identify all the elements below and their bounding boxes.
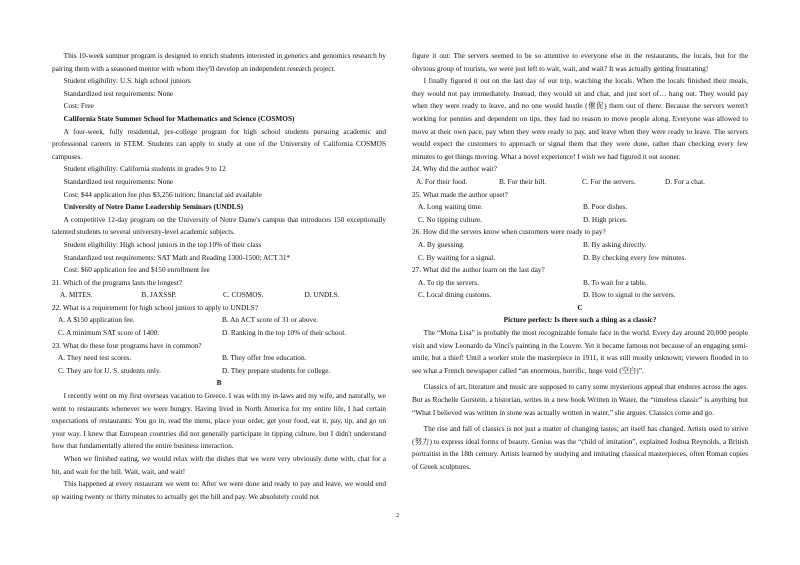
q23-option-c: C. They are for U. S. students only. xyxy=(58,365,161,375)
q27-option-c: C. Local dining customs. xyxy=(418,290,492,300)
section-c-heading: C xyxy=(577,302,583,312)
passage-b-paragraph-3: This happened at every restaurant we went to: After we were done and ready to pay and leave, we would end up waiting twenty or thirty minutes to actually get the bill and pay. We absolutely could not xyxy=(52,479,386,501)
p1-cost: Cost: Free xyxy=(63,101,94,111)
q27-option-d: D. How to signal to the servers. xyxy=(583,290,676,300)
question-22: 22. What is a requirement for high school juniors to apply to UNDLS? xyxy=(52,302,258,312)
question-21: 21. Which of the programs lasts the longest? xyxy=(52,277,182,287)
undls-title: University of Notre Dame Leadership Seminars (UNDLS) xyxy=(63,202,244,212)
passage-c-paragraph-3: The rise and fall of classics is not just a matter of changing tastes; art itself has changed. Artists used to strive (努力) to express ideal forms of beauty. Genius was the “child of imitation”, explained Joshua Reynolds, a British portraitist in the 18th century. Artists learned by studying and imitating classical masterpieces, often Roman copies of Greek sculptures. xyxy=(412,424,748,471)
p1-tests: Standardized test requirements: None xyxy=(63,88,174,98)
program-intro: This 10-week summer program is designed to enrich students interested in genetics and genomics research by pairing them with a seasoned mentor with whom they'll develop an independent research project. xyxy=(52,51,386,73)
question-21-options xyxy=(52,289,386,302)
undls-eligibility: Student eligibility: High school juniors in the top 10% of their class xyxy=(63,239,262,249)
q22-option-b: B. An ACT score of 31 or above. xyxy=(222,315,319,325)
q22-option-d: D. Ranking in the top 10% of their school. xyxy=(222,328,347,338)
question-24: 24. Why did the author wait? xyxy=(412,164,497,174)
q26-option-a: A. By guessing. xyxy=(418,239,465,249)
q24-option-d: D. For a chat. xyxy=(665,176,705,186)
passage-b-paragraph-2: When we finished eating, we would relax with the dishes that we were very obviously done with, chat for a bit, and wait for the bill. Wait, wait, and wait! xyxy=(52,454,386,476)
question-22-options xyxy=(52,314,386,339)
q26-option-b: B. By asking directly. xyxy=(583,239,647,249)
q21-option-c: C. COSMOS. xyxy=(223,290,264,300)
q22-option-c: C. A minimum SAT score of 1400. xyxy=(58,328,160,338)
passage-b-paragraph-1: I recently went on my first overseas vacation to Greece. I was with my in-laws and my wife, and naturally, we went to restaurants whenever we were hungry. Having lived in North America for my entire life, I had certain expectations of restaurants: You go in, read the menu, place your order, get your food, eat it, pay, tip, and go on your way. I knew that European countries did not generally participate in tipping culture, but I didn't understand how that fundamentally altered the entire business interaction. xyxy=(52,391,386,451)
question-25-options xyxy=(412,201,748,226)
p1-eligibility: Student eligibility: U.S. high school juniors xyxy=(63,76,191,86)
q21-option-b: B. JAXSSP. xyxy=(141,290,177,300)
q25-option-a: A. Long waiting time. xyxy=(418,202,483,212)
question-24-options xyxy=(412,176,748,189)
cosmos-eligibility: Student eligibility: California students in grades 9 to 12 xyxy=(63,164,226,174)
left-column xyxy=(52,50,386,503)
q27-option-b: B. To wait for a table. xyxy=(583,277,647,287)
cosmos-cost: Cost: $44 application fee plus $3,256 tuition; financial aid available xyxy=(63,189,262,199)
q21-option-d: D. UNDLS. xyxy=(304,290,340,300)
right-column xyxy=(412,50,748,474)
question-27-options xyxy=(412,277,748,302)
passage-b-paragraph-4: I finally figured it out on the last day of our trip, watching the locals. When the locals finished their meals, they would not pay immediately. Instead, they would sit and chat, and just sort of… hang out. They would pay when they were ready to leave, and no one would hustle (催促) them out of there. Because the servers weren't working for pennies and dependent on tips, they had no reason to move people along. Everyone was allowed to move at their own pace, pay when they were ready to pay, and leave when they were ready to leave. The servers would expect the customers to approach or signal them that they were done, rather than checking every few minutes to get things moving. What a novel experience! I wish we had figured it out sooner. xyxy=(412,76,748,161)
undls-cost: Cost: $60 application fee and $150 enrollment fee xyxy=(63,265,210,275)
q23-option-d: D. They prepare students for college. xyxy=(222,365,331,375)
q26-option-d: D. By checking every few minutes. xyxy=(583,252,687,262)
cosmos-desc: A four-week, fully residential, pre-college program for high school students pursuing academic and professional careers in STEM. Students can apply to study at one of the University of California COSMOS campuses. xyxy=(52,126,386,161)
q23-option-a: A. They need test scores. xyxy=(58,353,132,363)
question-26: 26. How did the servers know when customers were ready to pay? xyxy=(412,227,606,237)
question-26-options xyxy=(412,239,748,264)
q23-option-b: B. They offer free education. xyxy=(222,353,307,363)
q25-option-d: D. High prices. xyxy=(583,214,628,224)
q24-option-b: B. For their bill. xyxy=(499,176,547,186)
q25-option-b: B. Poor dishes. xyxy=(583,202,628,212)
question-25: 25. What made the author upset? xyxy=(412,189,508,199)
q27-option-a: A. To tip the servers. xyxy=(418,277,479,287)
cosmos-tests: Standardized test requirements: None xyxy=(63,176,174,186)
page-number: 2 xyxy=(396,512,400,519)
passage-c-title: Picture perfect: Is there such a thing as a classic? xyxy=(503,315,657,325)
undls-desc: A competitive 12-day program on the University of Notre Dame's campus that introduces 150 exceptionally talented students to several university-level academic subjects. xyxy=(52,214,386,237)
section-b-heading: B xyxy=(216,378,222,388)
passage-c-paragraph-1: The “Mona Lisa” is probably the most recognizable female face in the world. Every day around 20,000 people visit and view Leonardo da Vinci's painting in the Louvre. Yet it became famous not because of an engaging semi-smile, but a thief! Until a worker stole the masterpiece in 1911, it was still mostly unknown; viewers flooded in to see what a French newspaper called “an enormous, horrific, huge void (空白)”. xyxy=(412,328,748,375)
question-23: 23. What do these four programs have in common? xyxy=(52,340,202,350)
q24-option-c: C. For the servers. xyxy=(582,176,636,186)
q26-option-c: C. By waiting for a signal. xyxy=(418,252,496,262)
q21-option-a: A. MITES. xyxy=(60,290,93,300)
question-27: 27. What did the author learn on the last day? xyxy=(412,265,545,275)
q25-option-c: C. No tipping culture. xyxy=(418,214,482,224)
passage-c-paragraph-2: Classics of art, literature and music are supposed to carry some mysterious appeal that endures across the ages. But as Rochelle Gurstein, a historian, writes in a new book Written in Water, the “timeless classic” is anything but “What I believed was written in stone was actually written in water,” she argues. Classics come and go. xyxy=(412,382,748,417)
undls-tests: Standardized test requirements: SAT Math and Reading 1300-1500; ACT 31* xyxy=(63,252,291,262)
q24-option-a: A. For their food. xyxy=(416,176,468,186)
q22-option-a: A. A $150 application fee. xyxy=(58,315,135,325)
passage-b-paragraph-3-continued: figure it out: The servers seemed to be so attentive to everyone else in the restaurants, the locals, but for the obvious group of tourists, we were just left to wait, wait, and wait? It was actually getting frustrating! xyxy=(412,51,748,73)
question-23-options xyxy=(52,352,386,377)
cosmos-title: California State Summer School for Mathematics and Science (COSMOS) xyxy=(63,113,295,123)
